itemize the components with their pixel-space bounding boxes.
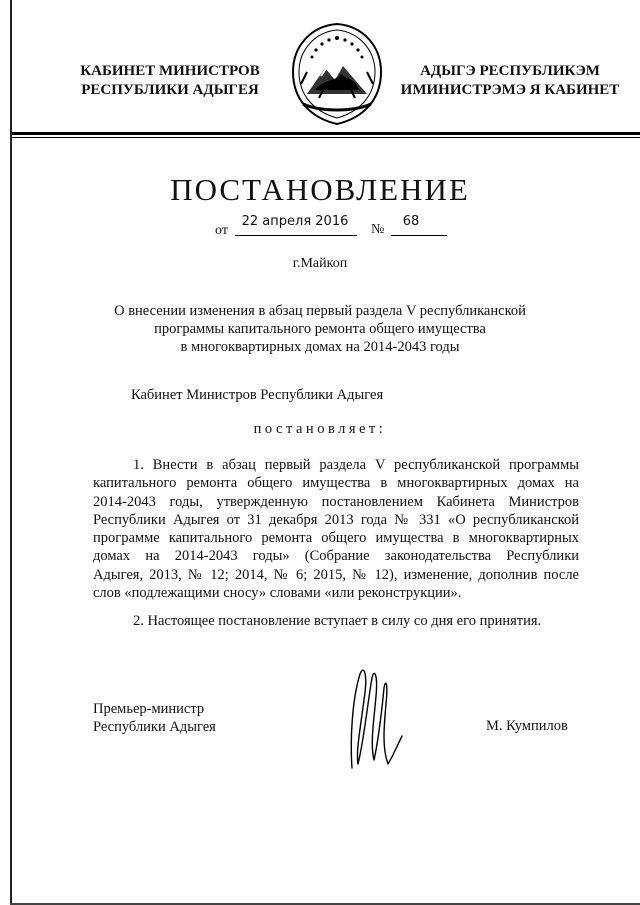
position-line: Премьер-министр <box>93 701 205 717</box>
paragraph-1 <box>93 456 579 602</box>
page-left-edge <box>10 0 12 905</box>
date-prefix: от <box>215 223 228 238</box>
header-right-line-1: АДЫГЭ РЕСПУБЛИКЭМ <box>420 63 600 79</box>
paragraph-line: домах на 2014-2043 годы» (Собрание законодательства Республики <box>93 548 579 565</box>
document-number: 68 <box>402 214 420 229</box>
decree-word: постановляет: <box>253 421 387 437</box>
paragraph-line: 1. Внести в абзац первый раздела V республиканской программы <box>133 457 579 473</box>
date-number-line <box>215 214 455 242</box>
document-date: 22 апреля 2016 <box>241 214 349 229</box>
document-title: ПОСТАНОВЛЕНИЕ <box>170 172 470 207</box>
preamble: Кабинет Министров Республики Адыгея <box>131 387 384 403</box>
city: г.Майкоп <box>292 256 348 271</box>
header-left-line-2: РЕСПУБЛИКИ АДЫГЕЯ <box>81 82 259 98</box>
number-prefix: № <box>371 222 385 237</box>
paragraph-2 <box>93 612 579 630</box>
subject-line: программы капитального ремонта общего имущества <box>154 321 486 337</box>
header-rule-thin <box>12 137 640 138</box>
paragraph-line: 2014-2043 годы, утвержденную постановлением Кабинета Министров <box>93 493 579 510</box>
position-line: Республики Адыгея <box>93 719 216 735</box>
paragraph-line: Адыгея, 2013, № 12; 2014, № 6; 2015, № 12), изменение, дополнив после <box>93 566 579 583</box>
subject-line: в многоквартирных домах на 2014-2043 годы <box>180 339 460 355</box>
subject-line: О внесении изменения в абзац первый раздела V республиканской <box>114 303 526 319</box>
date-underline <box>235 235 357 236</box>
header-right-line-2: ИМИНИСТРЭМЭ Я КАБИНЕТ <box>400 82 620 98</box>
coat-of-arms-icon <box>285 20 389 128</box>
header-rule-thick <box>12 132 640 135</box>
header-right-org <box>390 62 630 100</box>
number-underline <box>391 235 447 236</box>
document-subject <box>100 302 540 356</box>
header-left-line-1: КАБИНЕТ МИНИСТРОВ <box>80 63 260 79</box>
header-left-org <box>72 62 268 100</box>
paragraph-line: программе капитального ремонта общего имущества в многоквартирных <box>93 530 579 547</box>
handwritten-signature <box>330 660 420 780</box>
paragraph-line: капитального ремонта общего имущества в многоквартирных домах на <box>93 475 579 492</box>
signatory-position <box>93 700 216 736</box>
paragraph-line: слов «подлежащими сносу» словами «или реконструкции». <box>93 585 462 602</box>
paragraph-line: 2. Настоящее постановление вступает в силу со дня его принятия. <box>133 613 542 629</box>
signatory-name: М. Кумпилов <box>486 718 568 734</box>
paragraph-line: Республики Адыгея от 31 декабря 2013 года № 331 «О республиканской <box>93 511 579 528</box>
